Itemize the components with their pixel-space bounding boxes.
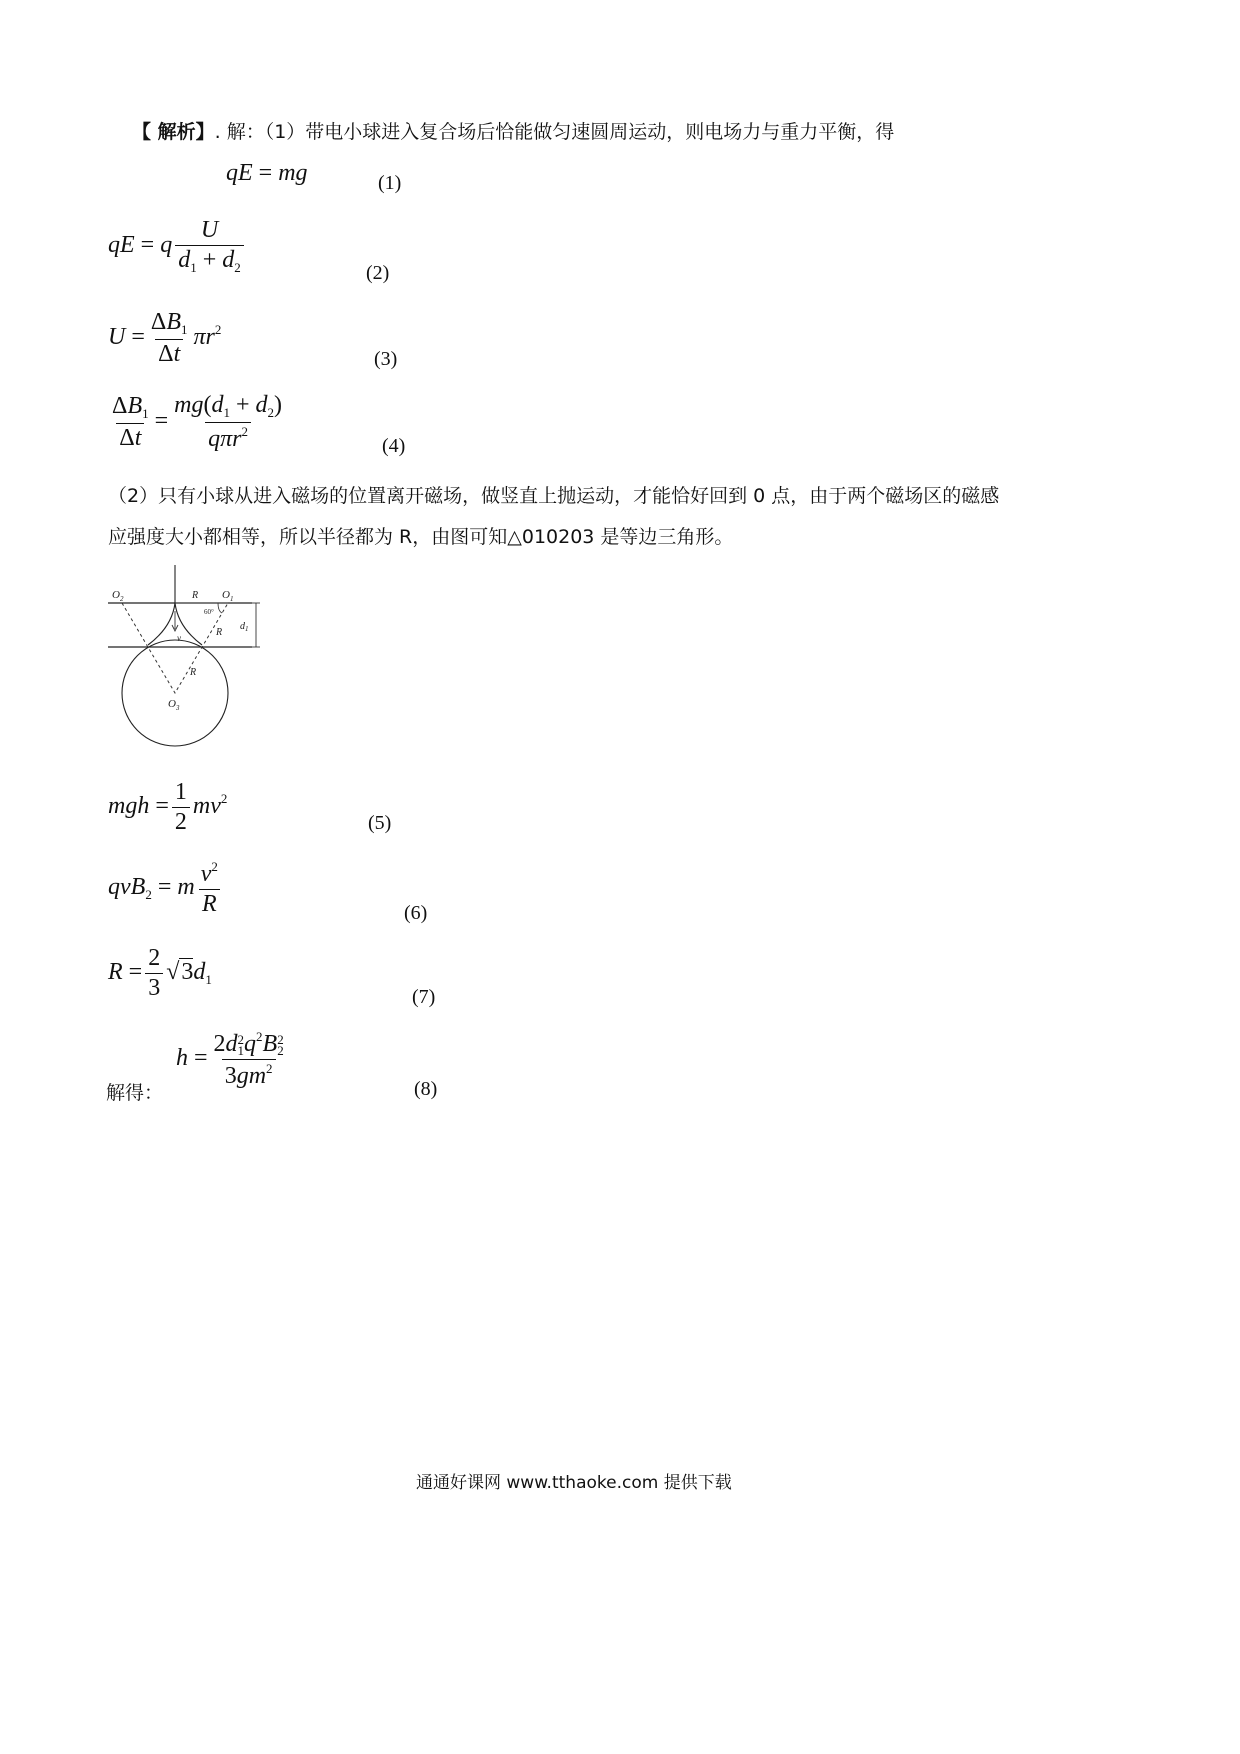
label-o1-sub: 1 <box>229 595 234 603</box>
svg-text:O3 <box>168 698 180 712</box>
part2-line-1: （2）只有小球从进入磁场的位置离开磁场，做竖直上抛运动，才能恰好回到 0 点，由于两个磁场区的磁感 <box>108 485 1000 507</box>
equation-6: qvB$_2$ = m $\frac{v^2}{R}$ <box>108 859 218 918</box>
angle-60-arc <box>218 603 222 613</box>
analysis-intro-text: . 解：（1）带电小球进入复合场后恰能做匀速圆周运动，则电场力与重力平衡，得 <box>214 121 895 143</box>
equation-number-5: (5) <box>368 812 392 834</box>
label-r-lower: R <box>190 667 197 678</box>
equation-number-6: (6) <box>404 902 428 924</box>
label-angle-60: 60° <box>204 608 214 616</box>
svg-text:O1 <box>222 589 233 603</box>
trajectory-left-arc <box>148 603 175 645</box>
label-o1: O <box>222 589 230 601</box>
part2-line-2: 应强度大小都相等，所以半径都为 R，由图可知△010203 是等边三角形。 <box>108 526 734 548</box>
svg-text:d1 <box>240 621 249 633</box>
analysis-bracket-label: 【 解析】 <box>132 121 215 143</box>
equation-8: h = 2d 2 1 $q^2B$ 2 2 $3gm^2$ <box>176 1029 284 1090</box>
label-o2: O <box>112 589 120 601</box>
equation-number-2: (2) <box>366 262 390 284</box>
label-d1-sub: 1 <box>245 625 249 633</box>
equation-number-8: (8) <box>414 1078 438 1100</box>
equation-number-4: (4) <box>382 435 406 457</box>
label-r-right: R <box>216 627 223 638</box>
equation-number-7: (7) <box>412 986 436 1008</box>
footer-source: 通通好课网 www.tthaoke.com 提供下载 <box>416 1473 732 1493</box>
magnetic-field-diagram <box>100 565 270 755</box>
solve-label: 解得： <box>106 1082 164 1104</box>
label-v: v <box>177 633 181 643</box>
equation-3: U = $\frac{\Delta B_1}{\Delta t}$ $\pi r^2$ <box>108 309 222 367</box>
equation-number-3: (3) <box>374 348 398 370</box>
analysis-intro <box>132 117 894 144</box>
svg-text:O2 <box>112 589 124 603</box>
equation-number-1: (1) <box>378 172 402 194</box>
label-d1: d <box>240 621 245 632</box>
label-o2-sub: 2 <box>119 595 124 603</box>
equation-5: mgh = $\frac{1}{2}$ $mv^2$ <box>108 779 228 836</box>
equation-7: R = $\frac{2}{3}$ $√3d_1$ <box>108 945 212 1002</box>
label-o3-sub: 3 <box>175 704 180 712</box>
equation-4: $\frac{\Delta B_1}{\Delta t}$ = $\frac{mg(d_1 + d_2)}{q\pi r^2}$ <box>112 392 283 452</box>
label-o3: O <box>168 698 176 710</box>
equation-2: qE = q $\frac{U}{d_1 + d_2}$ <box>108 218 247 275</box>
label-r-top: R <box>192 590 199 601</box>
equation-1: qE = mg <box>226 160 308 186</box>
